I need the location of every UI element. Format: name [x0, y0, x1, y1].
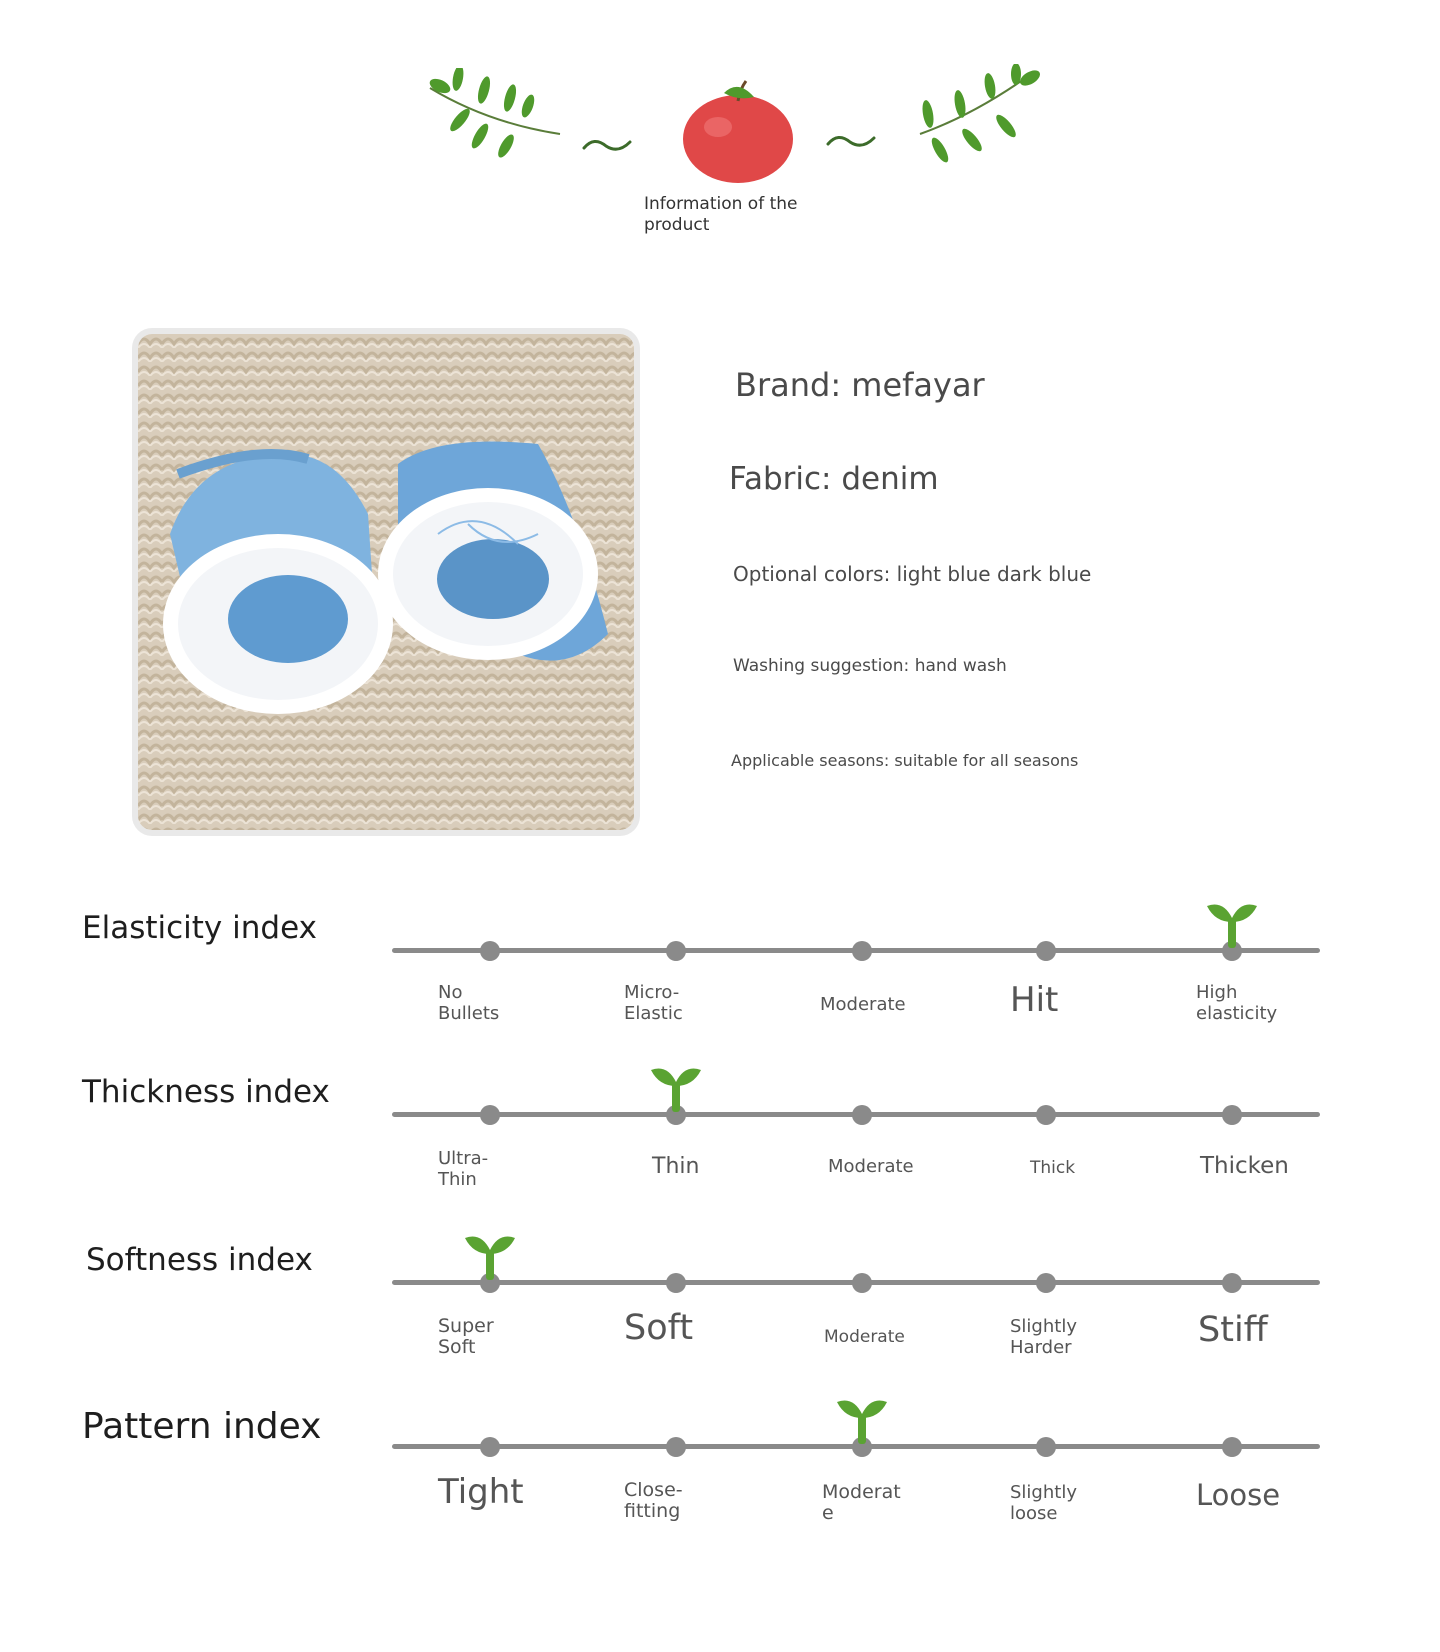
index-dot	[852, 941, 872, 961]
product-illustration	[138, 334, 634, 830]
apple-icon	[680, 75, 796, 185]
index-label: Thin	[652, 1154, 700, 1179]
index-label: Moderat e	[822, 1481, 901, 1524]
index-label: Moderate	[828, 1156, 914, 1177]
index-dot	[1222, 1273, 1242, 1293]
index-dot	[666, 1273, 686, 1293]
index-dot	[852, 1105, 872, 1125]
left-leaf-sprig-icon	[428, 68, 568, 168]
sprout-marker-icon	[649, 1062, 703, 1114]
index-label: Ultra- Thin	[438, 1148, 489, 1190]
index-dot	[480, 1437, 500, 1457]
index-dot	[1036, 1273, 1056, 1293]
right-leaf-sprig-icon	[916, 64, 1042, 168]
sprout-marker-icon	[463, 1230, 517, 1282]
brand-text: Brand: mefayar	[735, 366, 985, 404]
washing-text: Washing suggestion: hand wash	[733, 656, 1007, 676]
index-label: Slightly loose	[1010, 1482, 1077, 1524]
index-dot	[1036, 941, 1056, 961]
index-label: Stiff	[1198, 1310, 1268, 1350]
index-dot	[480, 941, 500, 961]
sprout-marker-icon	[835, 1394, 889, 1446]
index-label: Close- fitting	[624, 1479, 683, 1522]
index-title: Pattern index	[82, 1406, 322, 1447]
fabric-text: Fabric: denim	[729, 461, 939, 497]
index-dot	[852, 1273, 872, 1293]
product-photo	[138, 334, 634, 830]
sprout-marker-icon	[1205, 898, 1259, 950]
index-title: Softness index	[86, 1242, 313, 1278]
index-label: Micro- Elastic	[624, 982, 683, 1024]
index-dot	[666, 1437, 686, 1457]
index-dot	[1222, 1105, 1242, 1125]
index-label: No Bullets	[438, 982, 500, 1024]
index-label: Slightly Harder	[1010, 1316, 1077, 1358]
index-label: Moderate	[824, 1327, 905, 1347]
index-title: Thickness index	[82, 1074, 330, 1110]
colors-text: Optional colors: light blue dark blue	[733, 562, 1092, 586]
index-label: Loose	[1196, 1478, 1281, 1512]
index-label: High elasticity	[1196, 982, 1278, 1024]
index-dot	[666, 941, 686, 961]
index-label: Thicken	[1200, 1153, 1289, 1179]
index-dot	[1036, 1437, 1056, 1457]
index-dot	[1036, 1105, 1056, 1125]
index-label: Super Soft	[438, 1315, 494, 1358]
index-label: Moderate	[820, 994, 906, 1015]
header-caption: Information of the product	[644, 194, 798, 235]
seasons-text: Applicable seasons: suitable for all seasons	[731, 751, 1079, 770]
index-label: Thick	[1030, 1158, 1076, 1178]
left-tilde-icon	[582, 134, 632, 156]
index-label: Tight	[438, 1472, 524, 1512]
index-title: Elasticity index	[82, 910, 317, 946]
index-label: Soft	[624, 1308, 694, 1348]
index-label: Hit	[1010, 980, 1059, 1020]
index-dot	[1222, 1437, 1242, 1457]
header-decoration	[0, 0, 1440, 250]
right-tilde-icon	[826, 130, 876, 152]
index-dot	[480, 1105, 500, 1125]
